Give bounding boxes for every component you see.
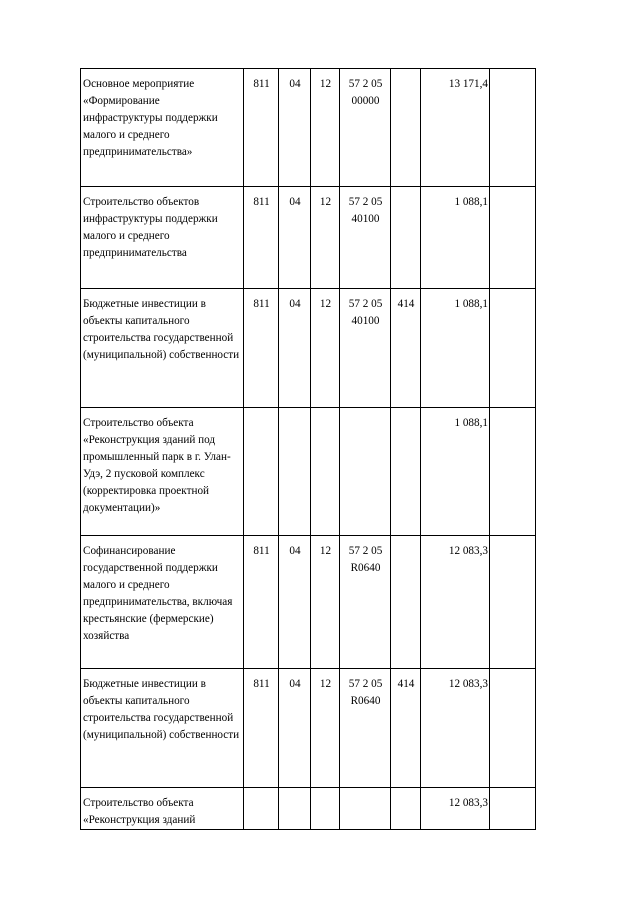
ved-cell: 811	[244, 187, 279, 289]
table-row	[81, 289, 536, 408]
pr-cell: 12	[311, 187, 340, 289]
table-row	[81, 788, 536, 830]
vr-cell: 414	[391, 669, 421, 788]
csr-cell	[340, 408, 391, 536]
rz-cell	[279, 408, 311, 536]
budget-table	[80, 68, 536, 830]
csr-cell: 57 2 05 00000	[340, 69, 391, 187]
vr-cell	[391, 408, 421, 536]
row-name-cell: Основное мероприятие «Формирование инфраструктуры поддержки малого и среднего предпринимательства»	[81, 69, 244, 187]
rz-cell	[279, 788, 311, 830]
ved-cell: 811	[244, 536, 279, 669]
table-row	[81, 669, 536, 788]
table-row	[81, 69, 536, 187]
csr-cell: 57 2 05 R0640	[340, 669, 391, 788]
sum-cell: 1 088,1	[421, 289, 490, 408]
ved-cell	[244, 788, 279, 830]
rz-cell: 04	[279, 289, 311, 408]
sum-cell: 12 083,3	[421, 788, 490, 830]
extra-cell	[490, 669, 536, 788]
vr-cell	[391, 536, 421, 669]
csr-cell: 57 2 05 40100	[340, 187, 391, 289]
vr-cell: 414	[391, 289, 421, 408]
rz-cell: 04	[279, 187, 311, 289]
vr-cell	[391, 187, 421, 289]
pr-cell	[311, 408, 340, 536]
row-name-cell: Строительство объекта «Реконструкция зданий под промышленный парк в г. Улан-Удэ, 2 пусковой комплекс (корректировка проектной документации)»	[81, 408, 244, 536]
ved-cell: 811	[244, 289, 279, 408]
row-name-cell: Строительство объектов инфраструктуры поддержки малого и среднего предпринимательства	[81, 187, 244, 289]
pr-cell: 12	[311, 536, 340, 669]
extra-cell	[490, 69, 536, 187]
table-row	[81, 536, 536, 669]
sum-cell: 12 083,3	[421, 669, 490, 788]
extra-cell	[490, 408, 536, 536]
vr-cell	[391, 69, 421, 187]
row-name-cell: Строительство объекта «Реконструкция зданий	[81, 788, 244, 830]
rz-cell: 04	[279, 536, 311, 669]
row-name-cell: Бюджетные инвестиции в объекты капитального строительства государственной (муниципальной) собственности	[81, 289, 244, 408]
sum-cell: 12 083,3	[421, 536, 490, 669]
extra-cell	[490, 536, 536, 669]
csr-cell: 57 2 05 R0640	[340, 536, 391, 669]
csr-cell: 57 2 05 40100	[340, 289, 391, 408]
vr-cell	[391, 788, 421, 830]
sum-cell: 1 088,1	[421, 187, 490, 289]
pr-cell: 12	[311, 669, 340, 788]
pr-cell	[311, 788, 340, 830]
rz-cell: 04	[279, 669, 311, 788]
sum-cell: 1 088,1	[421, 408, 490, 536]
table-row	[81, 187, 536, 289]
ved-cell: 811	[244, 669, 279, 788]
row-name-cell: Софинансирование государственной поддержки малого и среднего предпринимательства, включая крестьянские (фермерские) хозяйства	[81, 536, 244, 669]
pr-cell: 12	[311, 69, 340, 187]
table-row	[81, 408, 536, 536]
ved-cell	[244, 408, 279, 536]
csr-cell	[340, 788, 391, 830]
rz-cell: 04	[279, 69, 311, 187]
extra-cell	[490, 187, 536, 289]
ved-cell: 811	[244, 69, 279, 187]
pr-cell: 12	[311, 289, 340, 408]
sum-cell: 13 171,4	[421, 69, 490, 187]
row-name-cell: Бюджетные инвестиции в объекты капитального строительства государственной (муниципальной) собственности	[81, 669, 244, 788]
extra-cell	[490, 788, 536, 830]
extra-cell	[490, 289, 536, 408]
